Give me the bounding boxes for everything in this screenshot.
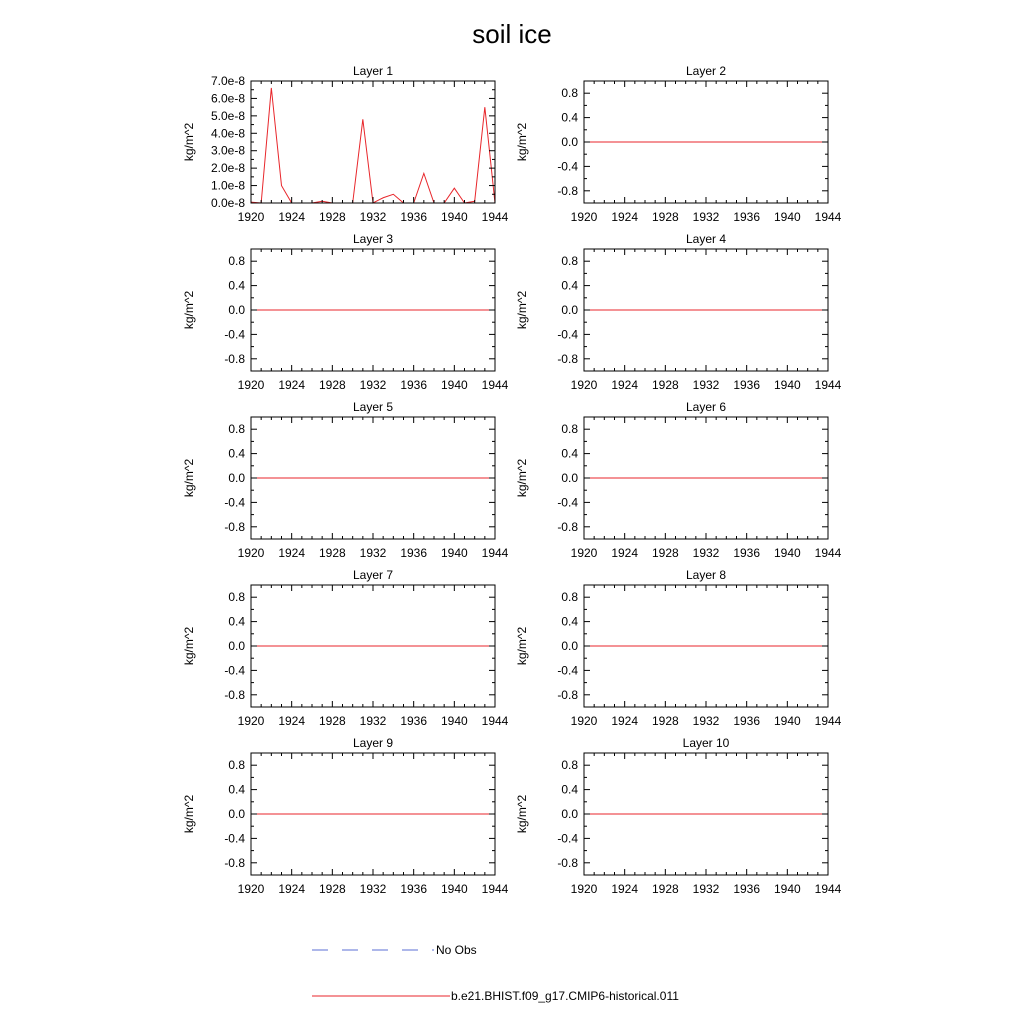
chart-10-ytick-label: 0.0 <box>561 807 578 821</box>
chart-9-ytick-label: 0.0 <box>228 807 245 821</box>
chart-7-xtick-label: 1932 <box>359 714 387 728</box>
chart-10-ytick-label: -0.4 <box>557 831 578 846</box>
chart-1-ytick-label: 1.0e-8 <box>210 178 245 193</box>
chart-6-title: Layer 6 <box>685 400 727 414</box>
chart-7-xtick-label: 1924 <box>278 714 306 728</box>
chart-9-ylabel: kg/m^2 <box>182 794 196 834</box>
chart-4-ytick-label: 0.0 <box>561 303 578 317</box>
chart-5-xtick-label: 1932 <box>359 546 387 560</box>
chart-5-ytick-label: 0.8 <box>228 422 245 437</box>
chart-1-title: Layer 1 <box>352 64 394 78</box>
chart-5-xtick-label: 1944 <box>481 546 509 560</box>
chart-1-ytick-label: 6.0e-8 <box>210 91 245 106</box>
chart-9-xtick-label: 1944 <box>481 882 509 896</box>
chart-7-xtick-label: 1920 <box>237 714 265 728</box>
chart-5-ytick-label: 0.0 <box>228 471 245 485</box>
chart-5-xtick-label: 1928 <box>318 546 346 560</box>
chart-7-ytick-label: 0.8 <box>228 590 245 605</box>
chart-3-xtick-label: 1936 <box>400 378 428 392</box>
chart-8-ytick-label: 0.4 <box>561 614 578 629</box>
chart-7-xtick-label: 1940 <box>440 714 468 728</box>
chart-9-xtick-label: 1932 <box>359 882 387 896</box>
chart-7-ytick-label: 0.4 <box>228 614 245 629</box>
chart-1-xtick-label: 1928 <box>318 210 346 224</box>
chart-6-xtick-label: 1944 <box>814 546 842 560</box>
chart-9-xtick-label: 1940 <box>440 882 468 896</box>
chart-4-xtick-label: 1944 <box>814 378 842 392</box>
chart-5-xtick-label: 1940 <box>440 546 468 560</box>
chart-8-xtick-label: 1932 <box>692 714 720 728</box>
chart-3-xtick-label: 1940 <box>440 378 468 392</box>
chart-6-xtick-label: 1940 <box>773 546 801 560</box>
chart-6-xtick-label: 1936 <box>733 546 761 560</box>
chart-3-title: Layer 3 <box>352 232 394 246</box>
chart-5-xtick-label: 1924 <box>278 546 306 560</box>
chart-10-ytick-label: -0.8 <box>557 855 578 870</box>
chart-3-ylabel: kg/m^2 <box>182 290 196 330</box>
chart-3-xtick-label: 1932 <box>359 378 387 392</box>
chart-7-ytick-label: -0.8 <box>224 687 245 702</box>
chart-1-ytick-label: 5.0e-8 <box>210 108 245 123</box>
chart-10-xtick-label: 1944 <box>814 882 842 896</box>
chart-7-ytick-label: -0.4 <box>224 663 245 678</box>
chart-9-ytick-label: 0.4 <box>228 782 245 797</box>
chart-1-xtick-label: 1944 <box>481 210 509 224</box>
chart-7-xtick-label: 1936 <box>400 714 428 728</box>
chart-9-title: Layer 9 <box>352 736 394 750</box>
chart-3-ytick-label: 0.8 <box>228 254 245 269</box>
chart-6-xtick-label: 1932 <box>692 546 720 560</box>
chart-2-ylabel: kg/m^2 <box>515 122 529 162</box>
chart-6-ytick-label: -0.8 <box>557 519 578 534</box>
chart-2-xtick-label: 1932 <box>692 210 720 224</box>
chart-5-ytick-label: -0.4 <box>224 495 245 510</box>
chart-6-ytick-label: -0.4 <box>557 495 578 510</box>
chart-10-xtick-label: 1932 <box>692 882 720 896</box>
chart-2-xtick-label: 1944 <box>814 210 842 224</box>
chart-6-xtick-label: 1924 <box>611 546 639 560</box>
chart-9-xtick-label: 1924 <box>278 882 306 896</box>
chart-7-ytick-label: 0.0 <box>228 639 245 653</box>
chart-8-xtick-label: 1940 <box>773 714 801 728</box>
chart-9-ytick-label: 0.8 <box>228 758 245 773</box>
chart-8-xtick-label: 1944 <box>814 714 842 728</box>
chart-6-xtick-label: 1920 <box>570 546 598 560</box>
chart-7-xtick-label: 1944 <box>481 714 509 728</box>
chart-4-ylabel: kg/m^2 <box>515 290 529 330</box>
chart-3-ytick-label: -0.4 <box>224 327 245 342</box>
chart-2-title: Layer 2 <box>685 64 727 78</box>
legend-obs-label: No Obs <box>436 943 477 957</box>
chart-1-xtick-label: 1924 <box>278 210 306 224</box>
chart-3-xtick-label: 1924 <box>278 378 306 392</box>
chart-8-ytick-label: -0.4 <box>557 663 578 678</box>
chart-4-ytick-label: 0.4 <box>561 278 578 293</box>
chart-2-xtick-label: 1936 <box>733 210 761 224</box>
chart-8-xtick-label: 1928 <box>651 714 679 728</box>
chart-8-xtick-label: 1920 <box>570 714 598 728</box>
chart-1-ytick-label: 2.0e-8 <box>210 161 245 176</box>
chart-1-ytick-label: 3.0e-8 <box>210 143 245 158</box>
chart-10-xtick-label: 1940 <box>773 882 801 896</box>
chart-2-ytick-label: -0.4 <box>557 159 578 174</box>
chart-3-ytick-label: -0.8 <box>224 351 245 366</box>
chart-6-ylabel: kg/m^2 <box>515 458 529 498</box>
chart-7-title: Layer 7 <box>352 568 394 582</box>
chart-2-ytick-label: 0.4 <box>561 110 578 125</box>
chart-9-ytick-label: -0.4 <box>224 831 245 846</box>
chart-8-xtick-label: 1924 <box>611 714 639 728</box>
chart-5-ytick-label: 0.4 <box>228 446 245 461</box>
chart-4-xtick-label: 1920 <box>570 378 598 392</box>
chart-1-ytick-label: 0.0e-8 <box>210 196 245 210</box>
chart-10-xtick-label: 1936 <box>733 882 761 896</box>
chart-3-ytick-label: 0.4 <box>228 278 245 293</box>
chart-8-ytick-label: 0.0 <box>561 639 578 653</box>
chart-1-ytick-label: 7.0e-8 <box>210 74 245 88</box>
chart-5-xtick-label: 1920 <box>237 546 265 560</box>
chart-5-xtick-label: 1936 <box>400 546 428 560</box>
chart-4-xtick-label: 1936 <box>733 378 761 392</box>
chart-5-ytick-label: -0.8 <box>224 519 245 534</box>
chart-2-ytick-label: 0.8 <box>561 86 578 101</box>
chart-5-ylabel: kg/m^2 <box>182 458 196 498</box>
chart-4-xtick-label: 1932 <box>692 378 720 392</box>
chart-2-xtick-label: 1928 <box>651 210 679 224</box>
chart-1-xtick-label: 1920 <box>237 210 265 224</box>
chart-1-ylabel: kg/m^2 <box>182 122 196 162</box>
chart-2-xtick-label: 1924 <box>611 210 639 224</box>
chart-10-ytick-label: 0.8 <box>561 758 578 773</box>
chart-2-xtick-label: 1940 <box>773 210 801 224</box>
chart-6-ytick-label: 0.8 <box>561 422 578 437</box>
chart-8-ylabel: kg/m^2 <box>515 626 529 666</box>
chart-10-ytick-label: 0.4 <box>561 782 578 797</box>
chart-10-title: Layer 10 <box>682 736 730 750</box>
chart-4-xtick-label: 1928 <box>651 378 679 392</box>
chart-4-title: Layer 4 <box>685 232 727 246</box>
figure-title: soil ice <box>472 19 552 49</box>
chart-2-ytick-label: -0.8 <box>557 183 578 198</box>
chart-10-xtick-label: 1928 <box>651 882 679 896</box>
chart-10-xtick-label: 1924 <box>611 882 639 896</box>
chart-4-xtick-label: 1924 <box>611 378 639 392</box>
chart-9-xtick-label: 1928 <box>318 882 346 896</box>
chart-1-xtick-label: 1936 <box>400 210 428 224</box>
chart-3-xtick-label: 1928 <box>318 378 346 392</box>
chart-10-ylabel: kg/m^2 <box>515 794 529 834</box>
chart-9-xtick-label: 1920 <box>237 882 265 896</box>
chart-9-ytick-label: -0.8 <box>224 855 245 870</box>
chart-8-xtick-label: 1936 <box>733 714 761 728</box>
chart-6-ytick-label: 0.4 <box>561 446 578 461</box>
chart-8-ytick-label: 0.8 <box>561 590 578 605</box>
chart-3-xtick-label: 1944 <box>481 378 509 392</box>
chart-1-xtick-label: 1940 <box>440 210 468 224</box>
chart-6-xtick-label: 1928 <box>651 546 679 560</box>
chart-8-title: Layer 8 <box>685 568 727 582</box>
legend-model-label: b.e21.BHIST.f09_g17.CMIP6-historical.011 <box>451 989 679 1003</box>
chart-4-xtick-label: 1940 <box>773 378 801 392</box>
chart-5-title: Layer 5 <box>352 400 394 414</box>
chart-1-ytick-label: 4.0e-8 <box>210 126 245 141</box>
chart-4-ytick-label: -0.8 <box>557 351 578 366</box>
chart-2-ytick-label: 0.0 <box>561 135 578 149</box>
chart-2-xtick-label: 1920 <box>570 210 598 224</box>
chart-10-xtick-label: 1920 <box>570 882 598 896</box>
chart-7-ylabel: kg/m^2 <box>182 626 196 666</box>
chart-1-xtick-label: 1932 <box>359 210 387 224</box>
chart-8-ytick-label: -0.8 <box>557 687 578 702</box>
chart-4-ytick-label: -0.4 <box>557 327 578 342</box>
chart-3-xtick-label: 1920 <box>237 378 265 392</box>
chart-7-xtick-label: 1928 <box>318 714 346 728</box>
chart-6-ytick-label: 0.0 <box>561 471 578 485</box>
chart-4-ytick-label: 0.8 <box>561 254 578 269</box>
chart-9-xtick-label: 1936 <box>400 882 428 896</box>
chart-3-ytick-label: 0.0 <box>228 303 245 317</box>
